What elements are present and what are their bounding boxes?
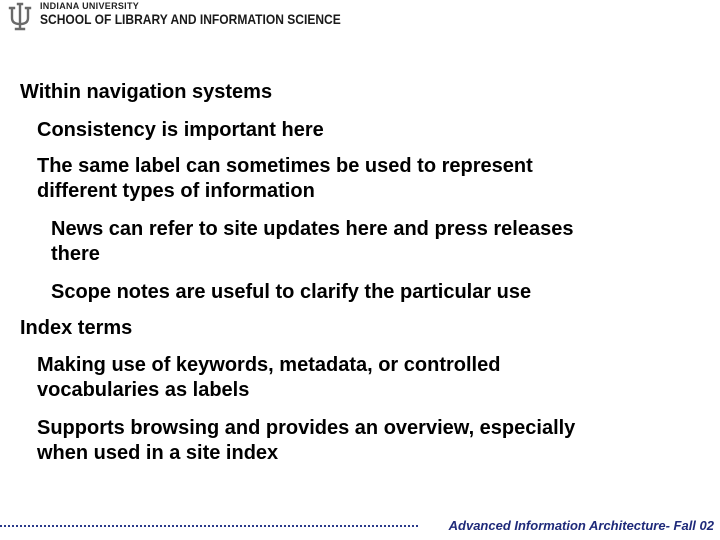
bullet-level2: The same label can sometimes be used to represent: [37, 155, 533, 177]
bullet-level2-continuation: different types of information: [37, 180, 315, 202]
bullet-level3-continuation: there: [51, 243, 100, 265]
slide-header: [0, 0, 720, 38]
bullet-level2: Making use of keywords, metadata, or controlled: [37, 354, 501, 376]
school-name: SCHOOL OF LIBRARY AND INFORMATION SCIENCE: [40, 11, 341, 27]
bullet-level1: Index terms: [20, 317, 133, 339]
bullet-level2: Supports browsing and provides an overview, especially: [37, 417, 576, 439]
university-name: INDIANA UNIVERSITY: [40, 1, 140, 11]
footer-dotted-rule: [0, 525, 418, 527]
bullet-level2-continuation: vocabularies as labels: [37, 379, 250, 401]
bullet-level2: Consistency is important here: [37, 119, 324, 141]
footer-course-title: Advanced Information Architecture- Fall 02: [448, 518, 714, 533]
iu-trident-icon: [6, 2, 34, 32]
bullet-level1: Within navigation systems: [20, 81, 273, 103]
bullet-level3: News can refer to site updates here and press releases: [51, 218, 574, 240]
bullet-level3: Scope notes are useful to clarify the particular use: [51, 281, 532, 303]
bullet-level2-continuation: when used in a site index: [37, 442, 279, 464]
